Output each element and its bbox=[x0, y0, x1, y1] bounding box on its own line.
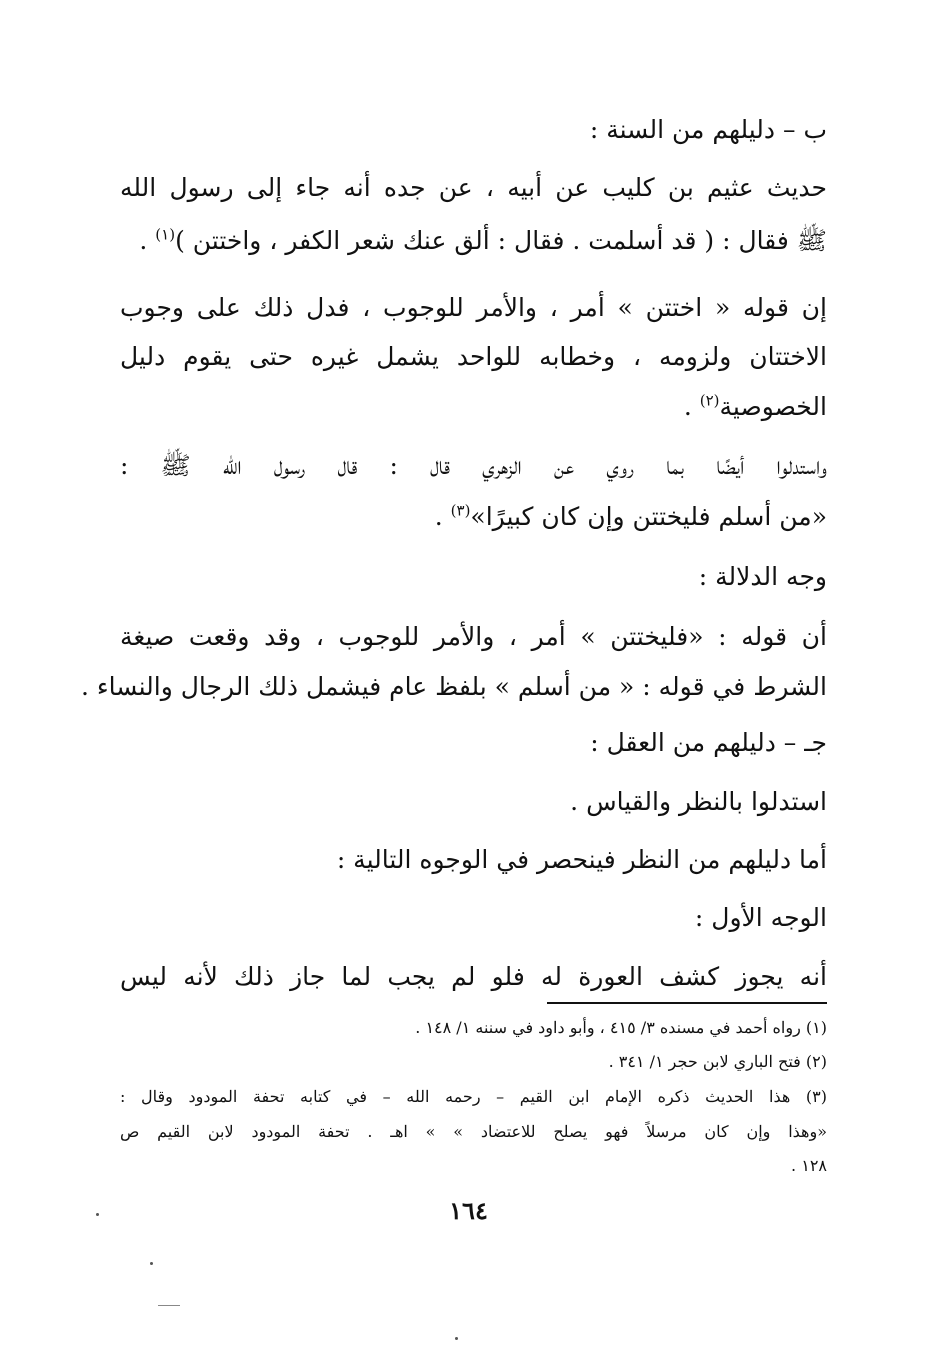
evidence-1-period: . bbox=[683, 392, 700, 421]
scan-speck bbox=[150, 1262, 153, 1265]
footnote-3-line-3: ١٢٨ . bbox=[791, 1156, 827, 1175]
first-aspect-heading: الوجه الأول : bbox=[694, 903, 827, 932]
hadith-2-text: «من أسلم فليختتن وإن كان كبيرًا» bbox=[470, 502, 827, 531]
hadith-1-line-1: حديث عثيم بن كليب عن أبيه ، عن جده أنه جاء إلى رسول الله bbox=[120, 173, 827, 202]
footnote-ref-1: (١) bbox=[155, 225, 176, 244]
hadith-2-period: . bbox=[434, 502, 451, 531]
evidence-1-line-2: الاختتان ولزومه ، وخطابه للواحد يشمل غيره حتى يقوم دليل bbox=[120, 342, 827, 371]
evidence-heading: وجه الدلالة : bbox=[698, 562, 827, 591]
hadith-2-line-2 bbox=[120, 502, 827, 531]
hadith-1-period: . bbox=[139, 226, 156, 255]
reason-line-2: أما دليلهم من النظر فينحصر في الوجوه التالية : bbox=[336, 845, 827, 874]
evidence-1-line-1: إن قوله « اختتن » أمر ، والأمر للوجوب ، فدل ذلك على وجوب bbox=[120, 293, 827, 322]
scan-mark bbox=[158, 1305, 180, 1306]
evidence-2-line-2: الشرط في قوله : « من أسلم » بلفظ عام فيشمل ذلك الرجال والنساء . bbox=[81, 672, 827, 701]
scan-speck bbox=[96, 1213, 99, 1216]
page-number: ١٦٤ bbox=[449, 1196, 488, 1225]
section-heading-sunnah: ب – دليلهم من السنة : bbox=[589, 115, 827, 144]
evidence-2-line-1: أن قوله : «فليختتن » أمر ، والأمر للوجوب ، وقد وقعت صيغة bbox=[120, 622, 827, 651]
footnote-1: (١) رواه أحمد في مسنده ٣/ ٤١٥ ، وأبو داود في سننه ١/ ١٤٨ . bbox=[415, 1018, 827, 1037]
first-aspect-line: أنه يجوز كشف العورة له فلو لم يجب لما جاز ذلك لأنه ليس bbox=[120, 962, 827, 991]
hadith-1-text: ﷺ فقال : ( قد أسلمت . فقال : ألق عنك شعر الكفر ، واختتن ) bbox=[175, 226, 827, 255]
footnote-3-line-1: (٣) هذا الحديث ذكره الإمام ابن القيم – رحمه الله – في كتابه تحفة المودود وقال : bbox=[120, 1087, 827, 1106]
scan-speck bbox=[455, 1337, 458, 1340]
footnote-2: (٢) فتح الباري لابن حجر ١/ ٣٤١ . bbox=[608, 1052, 827, 1071]
reason-line-1: استدلوا بالنظر والقياس . bbox=[570, 787, 827, 816]
section-heading-reason: جـ – دليلهم من العقل : bbox=[590, 728, 827, 757]
evidence-1-line-3 bbox=[120, 392, 827, 421]
hadith-1-line-2 bbox=[120, 225, 827, 262]
footnote-separator bbox=[547, 1002, 827, 1004]
evidence-1-text: الخصوصية bbox=[719, 392, 827, 421]
footnote-ref-3: (٣) bbox=[450, 501, 471, 520]
footnote-3-line-2: «وهذا وإن كان مرسلاً فهو يصلح للاعتضاد » » اهـ . تحفة المودود لابن القيم ص bbox=[120, 1122, 827, 1141]
footnote-ref-2: (٢) bbox=[699, 391, 720, 410]
hadith-2-line-1: واستدلوا أيضًا بما روي عن الزهري قال : قال رسول الله ﷺ : bbox=[120, 451, 827, 480]
